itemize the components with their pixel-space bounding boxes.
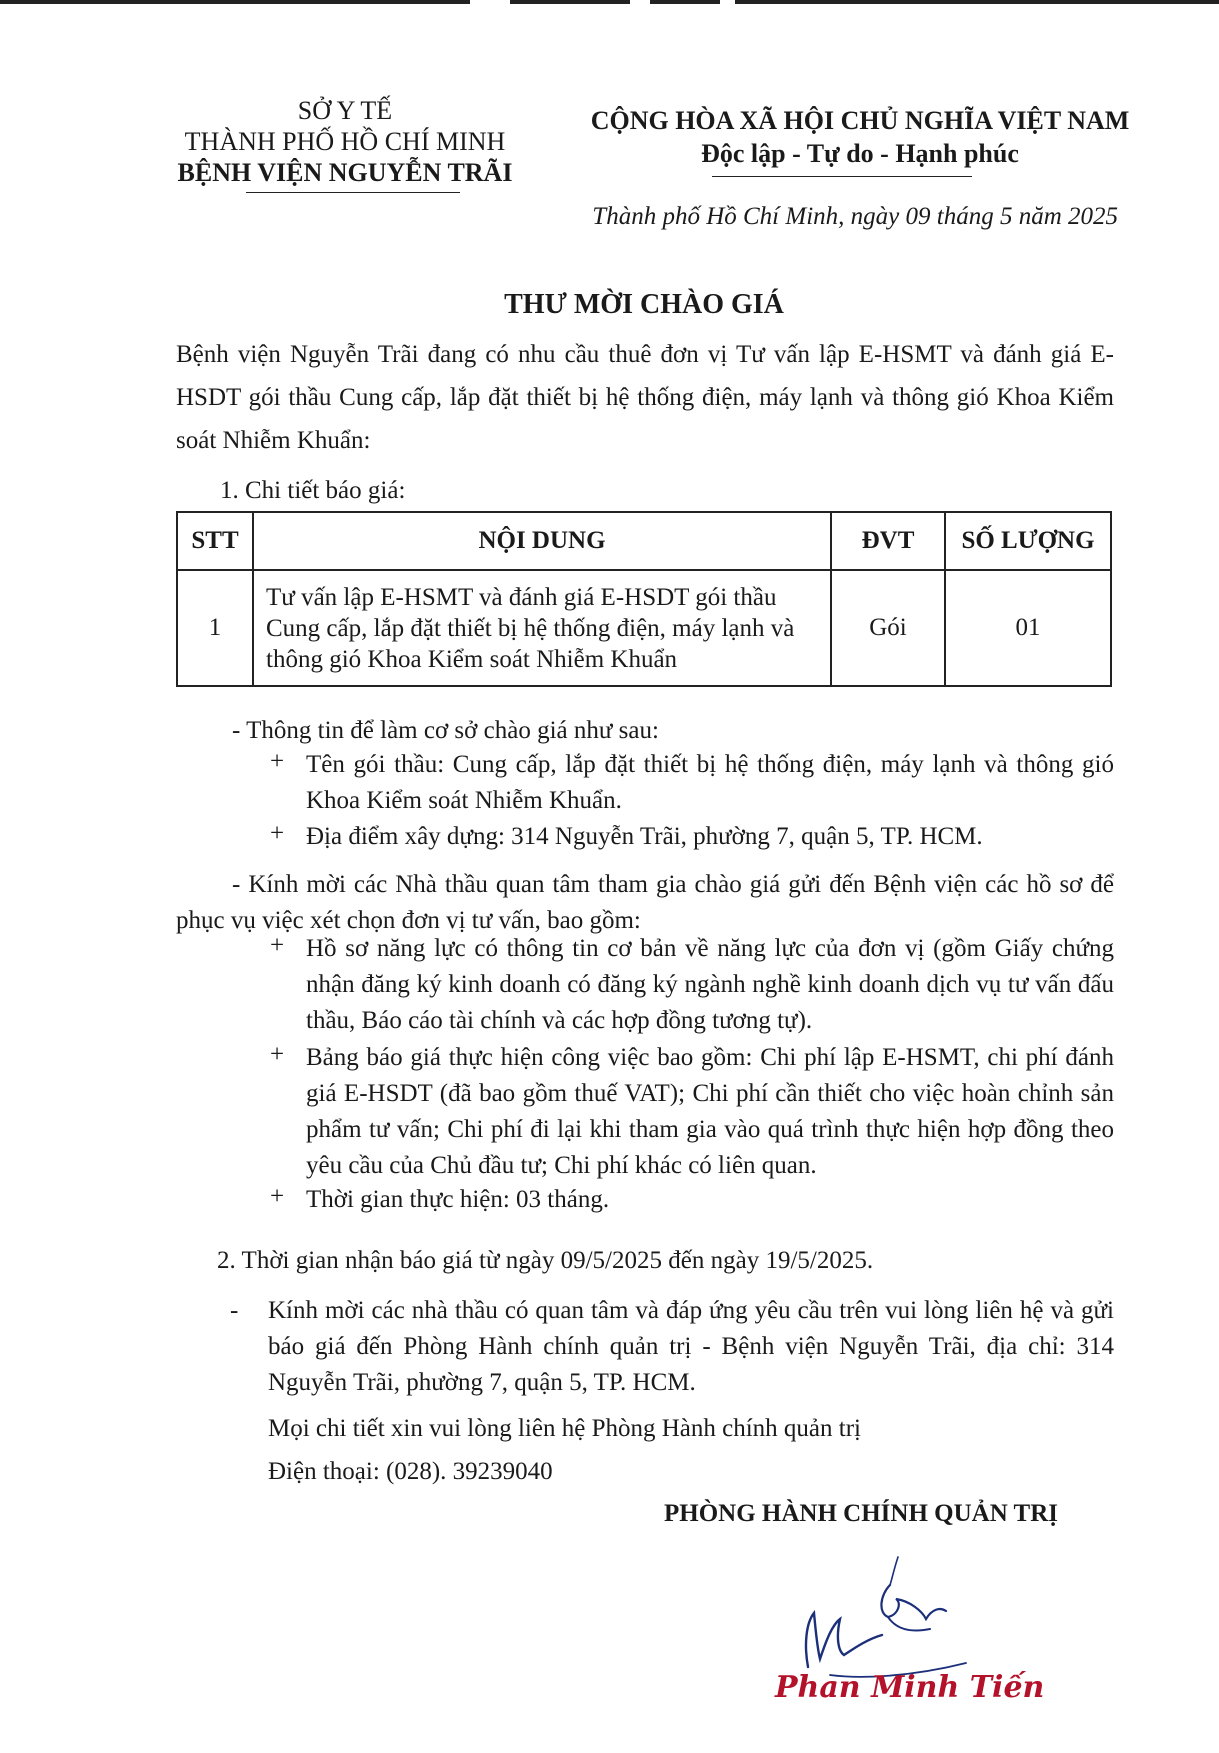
table-header-row (177, 512, 1111, 570)
contact-dash: - (230, 1297, 239, 1324)
scan-edge-mark (0, 0, 470, 4)
handwritten-signature (770, 1555, 990, 1685)
info-item: Địa điểm xây dựng: 314 Nguyễn Trãi, phường 7, quận 5, TP. HCM. (306, 823, 983, 850)
invite-item: Bảng báo giá thực hiện công việc bao gồm: Chi phí lập E-HSMT, chi phí đánh giá E-HSDT (đã bao gồm thuế VAT); Chi phí cần thiết cho việc hoàn chỉnh sản phẩm tư vấn; Chi phí đi lại khi tham gia vào quá trình thực hiện hợp đồng theo yêu cầu của Chủ đầu tư; Chi phí khác có liên quan. (306, 1044, 1114, 1179)
cell-stt: 1 (177, 570, 253, 686)
cell-unit: Gói (831, 570, 945, 686)
scan-edge-mark (735, 0, 1219, 4)
signatory-name: Phan Minh Tiến (775, 1670, 1045, 1705)
intro-paragraph: Bệnh viện Nguyễn Trãi đang có nhu cầu thuê đơn vị Tư vấn lập E-HSMT và đánh giá E-HSDT gói thầu Cung cấp, lắp đặt thiết bị hệ thống điện, máy lạnh và thông gió Khoa Kiểm soát Nhiễm Khuẩn: (176, 341, 1114, 454)
scan-edge-mark (650, 0, 720, 4)
place-and-date: Thành phố Hồ Chí Minh, ngày 09 tháng 5 năm 2025 (592, 203, 1118, 230)
column-header-content: NỘI DUNG (253, 512, 831, 570)
header-divider-left (246, 192, 460, 193)
section-1-heading: 1. Chi tiết báo giá: (220, 477, 406, 504)
column-header-unit: ĐVT (831, 512, 945, 570)
info-item: Tên gói thầu: Cung cấp, lắp đặt thiết bị hệ thống điện, máy lạnh và thông gió Khoa Kiểm soát Nhiễm Khuẩn. (306, 751, 1114, 814)
document-title: THƯ MỜI CHÀO GIÁ (504, 289, 784, 320)
invite-lead: - Kính mời các Nhà thầu quan tâm tham gia chào giá gửi đến Bệnh viện các hồ sơ để phục vụ việc xét chọn đơn vị tư vấn, bao gồm: (176, 871, 1114, 934)
bullet-plus: + (270, 932, 285, 959)
cell-content: Tư vấn lập E-HSMT và đánh giá E-HSDT gói thầu Cung cấp, lắp đặt thiết bị hệ thống điện, máy lạnh và thông gió Khoa Kiểm soát Nhiễm Khuẩn (253, 570, 831, 686)
invite-item: Hồ sơ năng lực có thông tin cơ bản về năng lực của đơn vị (gồm Giấy chứng nhận đăng ký kinh doanh có đăng ký ngành nghề kinh doanh dịch vụ tư vấn đấu thầu, Báo cáo tài chính và các hợp đồng tương tự). (306, 935, 1114, 1034)
bullet-plus: + (270, 748, 285, 775)
hospital-name: BỆNH VIỆN NGUYỄN TRÃI (177, 158, 513, 187)
scan-edge-mark (510, 0, 630, 4)
country-name: CỘNG HÒA XÃ HỘI CHỦ NGHĨA VIỆT NAM (590, 106, 1130, 135)
header-divider-right (712, 176, 972, 177)
contact-details: Mọi chi tiết xin vui lòng liên hệ Phòng Hành chính quản trị (268, 1415, 861, 1442)
section-2-heading: 2. Thời gian nhận báo giá từ ngày 09/5/2025 đến ngày 19/5/2025. (217, 1247, 874, 1274)
national-motto: Độc lập - Tự do - Hạnh phúc (701, 139, 1019, 168)
column-header-stt: STT (177, 512, 253, 570)
contact-phone: Điện thoại: (028). 39239040 (268, 1458, 553, 1485)
quote-table (176, 511, 1112, 687)
agency-line1: SỞ Y TẾ (297, 96, 393, 125)
bullet-plus: + (270, 1183, 285, 1210)
cell-quantity: 01 (945, 570, 1111, 686)
signing-department: PHÒNG HÀNH CHÍNH QUẢN TRỊ (664, 1500, 1059, 1527)
column-header-quantity: SỐ LƯỢNG (945, 512, 1111, 570)
agency-line2: THÀNH PHỐ HỒ CHÍ MINH (184, 127, 506, 156)
info-lead: - Thông tin để làm cơ sở chào giá như sau: (232, 717, 659, 744)
bullet-plus: + (270, 820, 285, 847)
contact-paragraph: Kính mời các nhà thầu có quan tâm và đáp ứng yêu cầu trên vui lòng liên hệ và gửi báo giá đến Phòng Hành chính quản trị - Bệnh viện Nguyễn Trãi, địa chỉ: 314 Nguyễn Trãi, phường 7, quận 5, TP. HCM. (268, 1297, 1114, 1396)
table-row (177, 570, 1111, 686)
bullet-plus: + (270, 1041, 285, 1068)
invite-item: Thời gian thực hiện: 03 tháng. (306, 1186, 610, 1213)
